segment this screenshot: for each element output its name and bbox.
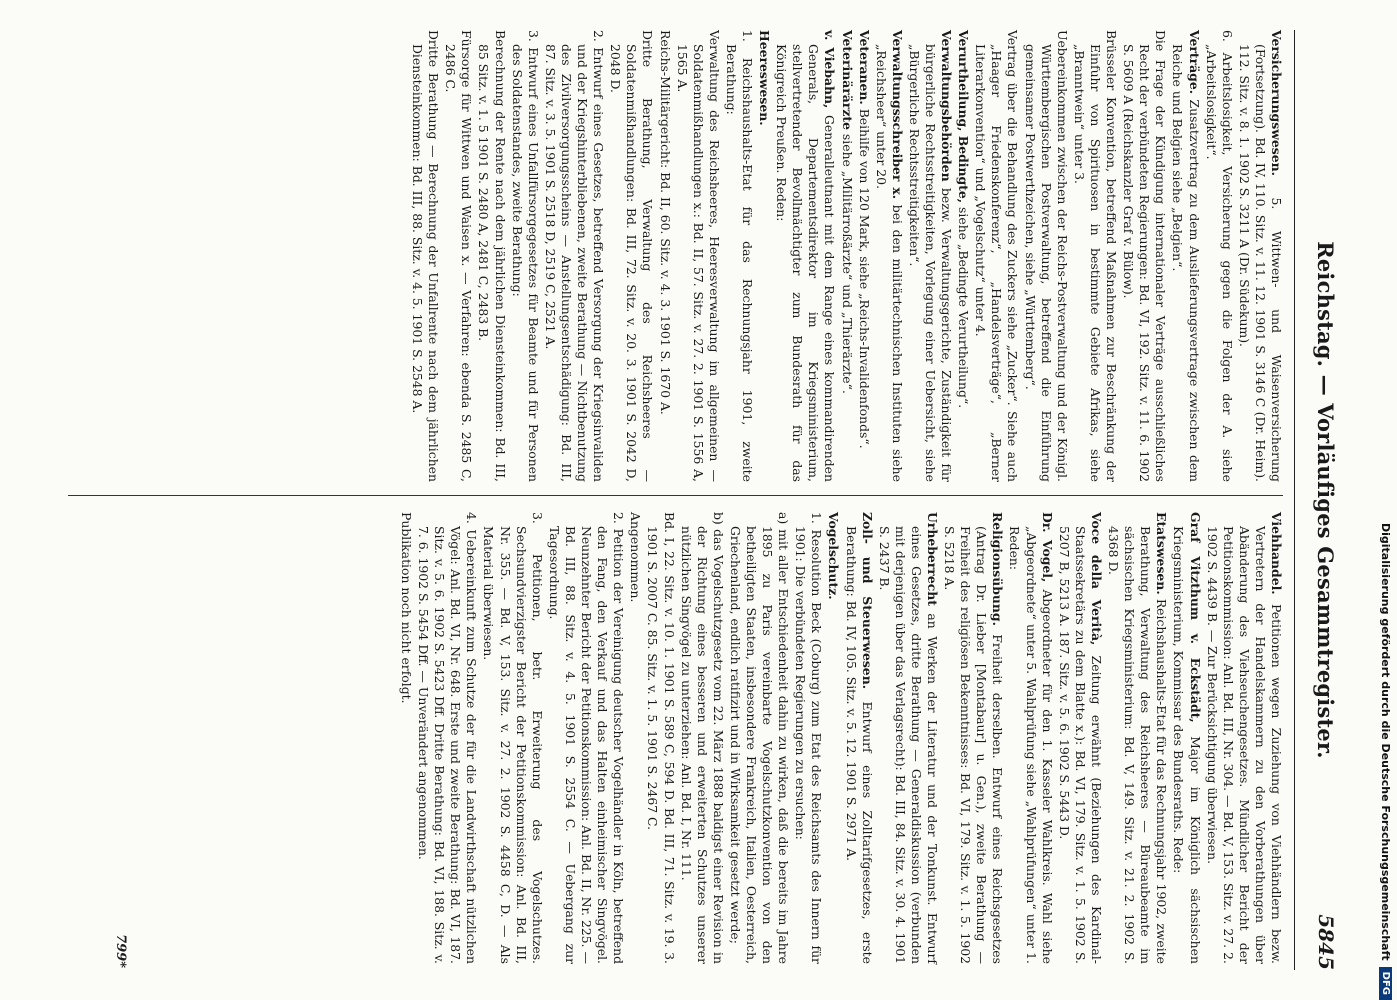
entry-text: 4. Uebereinkunft zum Schutze der für die Landwirthschaft nützlichen Vögel: Anl. Bd. VI, Nr. 648. Erste und zweite Berathung: Bd. VI, 187. Sitz. v. 5. 6. 1902 S. 5423 Dff. Dritte Berathung: Bd. VI, 188. Sitz. v. 7. 6. 1902 S. 5454 Dff. — Unverändert angenommen. (416, 512, 480, 964)
entry-text: 1. Reichshaushalts-Etat für das Rechnungsjahr 1901, zweite Berathung: (723, 30, 755, 482)
entry-text: Dritte Berathung — Berechnung der Unfallrente nach dem jährlichen Diensteinkommen: Bd. III, 88. Sitz. v. 4. 5. 1901 S. 2548 A. (410, 30, 442, 482)
entry-heading: Verurtheilung, Bedingte, (956, 30, 972, 204)
register-entry (607, 30, 655, 482)
register-entry (1120, 30, 1168, 482)
register-entry (955, 30, 971, 482)
register-entry (773, 30, 837, 482)
entry-text: 3. Entwurf eines Unfallfürsorgegesetzes für Beamte und für Personen des Soldatenstandes, zweite Berathung: (509, 30, 541, 482)
right-column (397, 512, 1284, 964)
register-entry (1170, 512, 1202, 964)
entry-text: bezw. Verwaltungsgerichte, Zuständigkeit für bürgerliche Rechtsstreitigkeiten, Vorlegung einer Uebersicht, siehe „Bürgerliche Rechtsstreitigkeiten“. (906, 44, 955, 482)
register-entry (941, 512, 1005, 964)
register-entry (1022, 30, 1070, 482)
entry-text: Publikation noch nicht erfolgt. (399, 512, 415, 704)
entry-text: Zeitung erwähnt (Beziehungen des Kardinal-Staatssekretärs zu dem Blatte x.): Bd. VI, 179. Sitz. v. 1. 5. 1902 S. 5207 B, 5213 A. 187. Sitz. v. 5. 6. 1902 S. 5443 D. (1056, 526, 1104, 964)
register-entry (1203, 30, 1235, 482)
register-entry (856, 30, 872, 482)
register-entry (509, 30, 541, 482)
entry-text: Petitionen wegen Zuziehung von Viehhändlern bezw. Vertretern der Handelskammern zu den Vorberathungen über Abänderung des Viehseuchengesetzes. Mündlicher Bericht der Petitionskommission: Anl. Bd. III, Nr. 304. — Bd. V, 153. Sitz. v. 27. 2. 1902 S. 4439 B. — Zur Berücksichtigung überwiesen. (1204, 526, 1284, 964)
entry-text: Verwaltung des Reichsheeres, Heeresverwaltung im allgemeinen — Soldatenmißhandlungen x.: Bd. II, 57. Sitz. v. 27. 2. 1901 S. 1556 A, 1565 A. (674, 30, 722, 482)
entry-heading: Verträge. (1186, 30, 1202, 95)
register-entry (756, 30, 772, 482)
dfg-logo: DFG (1380, 967, 1393, 1000)
column-divider (68, 495, 1283, 496)
rotated-register-page (38, 30, 1338, 970)
signature-mark: 799* (113, 934, 128, 968)
register-entry (674, 30, 722, 482)
entry-text: 5. Wittwen- und Waisenversicherung (Fortsetzung). Bd. IV, 110. Sitz. v. 11. 12. 1901 S. 3146 C (Dr. Heim). 112. Sitz. v. 8. 1. 1902 S. 3211 A (Dr. Südekum). (1236, 44, 1284, 482)
entry-text: Generalleutnant mit dem Range eines kommandirenden Generals, Departementsdirektor im Kriegsministerium, stellvertretender Bevollmächtigter zum Bundesrath für das Königreich Preußen. Reden: (774, 44, 838, 482)
register-entry (1169, 30, 1201, 482)
entry-text: Vertrag über die Behandlung des Zuckers siehe „Zucker“. Siehe auch „Haager Friedenskonferenz“, „Handelsverträge“, „Berner Literarkonvention“ und „Vogelschutz“ unter 4. (973, 30, 1021, 482)
entry-heading: Versicherungswesen. (1269, 30, 1284, 176)
register-entry (475, 30, 507, 482)
entry-text: Berechnung der Rente nach dem jährlichen Diensteinkommen: Bd. III, 85 Sitz. v. 1. 5 1901 S. 2480 A, 2481 C, 2483 B. (476, 30, 508, 482)
entry-text: 2. Entwurf eines Gesetzes, betreffend Versorgung der Kriegsinvaliden und der Kriegshinterbliebenen, zweite Berathung — Nichtbenutzung des Zivilversorgungsscheins — Anstellungsentschädigung: Bd. III, 87. Sitz. v. 3. 5. 1901 S. 2518 D, 2519 C, 2521 A. (542, 30, 607, 482)
running-head-title: Reichstag. — Vorläufiges Gesammtregister. (1313, 241, 1338, 759)
register-entry (442, 30, 474, 482)
register-entry (480, 512, 544, 964)
register-entry (842, 512, 874, 964)
entry-heading: Urheberrecht (925, 512, 941, 606)
entry-heading: Veteranen. (856, 30, 872, 105)
register-entry (838, 30, 854, 482)
entry-text: Die Frage der Kündigung internationaler Verträge ausschließliches Recht der verbündeten Regierungen: Bd. VI, 192. Sitz. v. 11. 6. 1902 S. 5609 A (Reichskanzler Graf v. Bülow). (1121, 30, 1169, 482)
register-entry (873, 30, 905, 482)
entry-text: Angenommen. (628, 512, 644, 603)
entry-text: siehe „Bedingte Verurtheilung“. (956, 207, 972, 409)
funding-note-text: Digitalisierung gefördert durch die Deutsche Forschungsgemeinschaft (1379, 522, 1393, 961)
register-entry (727, 512, 791, 964)
entry-heading: Etatswesen. (1154, 512, 1170, 595)
register-entry (1204, 512, 1284, 964)
entry-text: Abgeordneter für den 1. Kasseler Wahlkreis. Wahl siehe „Abgeordnete“ unter 5. Wahlprüfung siehe „Wahlprüfungen“ unter 1. Reden: (1007, 526, 1055, 964)
left-column (408, 30, 1284, 482)
funding-note (1375, 4, 1397, 1000)
entry-heading: Graf Vitzthum v. Eckstädt, (1187, 512, 1203, 723)
entry-heading: Verwaltungsbehörden (939, 30, 955, 182)
page-number: 5845 (1314, 914, 1338, 970)
entry-text: siehe „Militärroßärzte“ und „Thierärzte“. (839, 133, 855, 394)
entry-text: Uebereinkommen zwischen der Reichs-Postverwaltung und der Königl. Württembergischen Postverwaltung, betreffend die Einführung gemeinsamer Postwerthzeichen, siehe „Württemberg“. (1022, 30, 1070, 482)
entry-heading: Voce della Verità, (1088, 512, 1104, 646)
entry-text: Reichs-Militärgericht: Bd. II, 60. Sitz. v. 4. 3. 1901 S. 1670 A. (657, 30, 673, 415)
entry-heading: Verwaltungsschreiber x. (889, 30, 905, 200)
register-entry (1236, 30, 1284, 482)
entry-heading: Zoll- und Steuerwesen. (859, 512, 875, 690)
register-entry (542, 30, 606, 482)
register-entry (1105, 512, 1169, 964)
entry-heading: Vogelschutz. (826, 512, 842, 600)
entry-text: 6. Arbeitslosigkeit, Versicherung gegen die Folgen der A. siehe „Arbeitslosigkeit“. (1203, 30, 1235, 482)
entry-text: 2. Petition der Vereinigung deutscher Vogelhändler in Köln, betreffend den Fang, den Verkauf und das Halten einheimischer Singvögel. Neunzehnter Bericht der Petitionskommission: Anl. Bd. II, Nr. 225. — Bd. III, 88. Sitz. v. 4. 5. 1901 S. 2554 C. — Uebergang zur Tagesordnung. (546, 512, 627, 964)
entry-heading: Dr. Vogel, (1039, 512, 1055, 583)
entry-text: Brüsseler Konvention, betreffend Maßnahmen zur Beschränkung der Einfuhr von Spirituosen in bestimmte Gebiete Afrikas, siehe „Branntwein“ unter 3. (1071, 30, 1120, 482)
entry-text: bei den militärtechnischen Instituten siehe „Reichsheer“ unter 20. (873, 44, 905, 482)
entry-text: Beihilfe von 120 Mark, siehe „Reichs-Invalidenfonds“. (856, 108, 872, 449)
entry-text: an Werken der Literatur und der Tonkunst. Entwurf eines Gesetzes, dritte Berathung — Generaldiskussion (verbunden mit derjenigen über das Verlagsrecht): Bd. III, 84. Sitz. v. 30. 4. 1901 S. 2437 B. (876, 526, 941, 964)
register-entry (656, 30, 672, 482)
register-entry (1071, 30, 1119, 482)
entry-text: Reichshaushalts-Etat für das Rechnungsjahr 1902, zweite Berathung, Verwaltung des Reichsheeres — Büreaubeamte im sächsischen Kriegsministerium: Bd. V, 149. Sitz. v. 21. 2. 1902 S. 4368 D. (1106, 526, 1170, 964)
register-entry (723, 30, 755, 482)
register-entry (644, 512, 676, 964)
entry-text: Dritte Berathung, Verwaltung des Reichsheeres — Soldatenmißhandlungen: Bd. III, 72. Sitz. v. 20. 3. 1901 S. 2042 D, 2048 D. (608, 30, 656, 482)
entry-heading: Viehhandel. (1269, 512, 1284, 595)
register-entry (409, 30, 441, 482)
register-entry (792, 512, 824, 964)
register-entry (906, 30, 954, 482)
entry-text: Freiheit derselben. Entwurf eines Reichsgesetzes (Antrag Dr. Lieber [Montabaur] u. Gen.), zweite Berathung — Freiheit des religiösen Bekenntnisses: Bd. VI, 179. Sitz. v. 1. 5. 1902 S. 5218 A. (942, 526, 1006, 964)
entry-heading: v. Viebahn, (822, 30, 838, 109)
register-entry (972, 30, 1020, 482)
register-entry (546, 512, 626, 964)
entry-text: Bd. I, 22. Sitz. v. 10. 1. 1901 S. 589 C, 594 D. Bd. III, 71. Sitz. v. 19. 3. 1901 S. 2007 C. 85. Sitz. v. 1. 5. 1901 S. 2467 C. (645, 512, 677, 964)
entry-text: a) mit aller Entschiedenheit dahin zu wirken, daß die bereits im Jahre 1895 zu Paris vereinbarte Vogelschutzkonvention von den betheiligten Staaten, insbesondere Frankreich, Italien, Oesterreich, Griechenland, endlich ratifizirt und in Wirksamkeit gesetzt werde; (727, 512, 792, 964)
entry-text: Major im Königlich sächsischen Kriegsministerium, Kommissar des Bundesraths. Rede: (1171, 526, 1203, 964)
entry-heading: Heereswesen. (757, 30, 773, 126)
register-entry (398, 512, 414, 964)
register-entry (1056, 512, 1104, 964)
entry-text: b) das Vogelschutzgesetz vom 22. März 1888 baldigst einer Revision in der Richtung eines besseren und erweiterten Schutzes unserer nützlichen Singvögel zu unterziehen: Anl. Bd. I, Nr. 111. (678, 512, 726, 964)
running-head (1298, 30, 1338, 970)
entry-heading: Veterinärärzte (839, 30, 855, 130)
register-entry (627, 512, 643, 964)
register-entry (415, 512, 479, 964)
register-entry (876, 512, 940, 964)
register-entry (1006, 512, 1054, 964)
entry-text: Zusatzvertrag zu dem Auslieferungsvertrage zwischen dem Reiche und Belgien siehe „Belgien“. (1170, 44, 1202, 482)
entry-text: 1. Resolution Beck (Coburg) zum Etat des Reichsamts des Innern für 1901: Die verbündeten Regierungen zu ersuchen: (793, 512, 825, 964)
entry-text: 3. Petitionen, betr. Erweiterung des Vogelschutzes. Sechsundvierzigster Bericht der Petitionskommission: Anl. Bd. III, Nr. 355. — Bd. V, 153. Sitz. v. 27. 2. 1902 S. 4458 C, D. — Als Material überwiesen. (481, 512, 545, 964)
header-rule (1294, 30, 1295, 970)
entry-text: Entwurf eines Zolltarifgesetzes, erste Berathung: Bd. IV, 105. Sitz. v. 5. 12. 1901 S. 2971 A. (843, 526, 875, 964)
entry-text: Fürsorge für Wittwen und Waisen x. — Verfahren: ebenda S. 2485 C, 2486 C. (443, 30, 475, 482)
register-entry (678, 512, 726, 964)
entry-heading: Religionsübung. (990, 512, 1006, 626)
register-entry (825, 512, 841, 964)
